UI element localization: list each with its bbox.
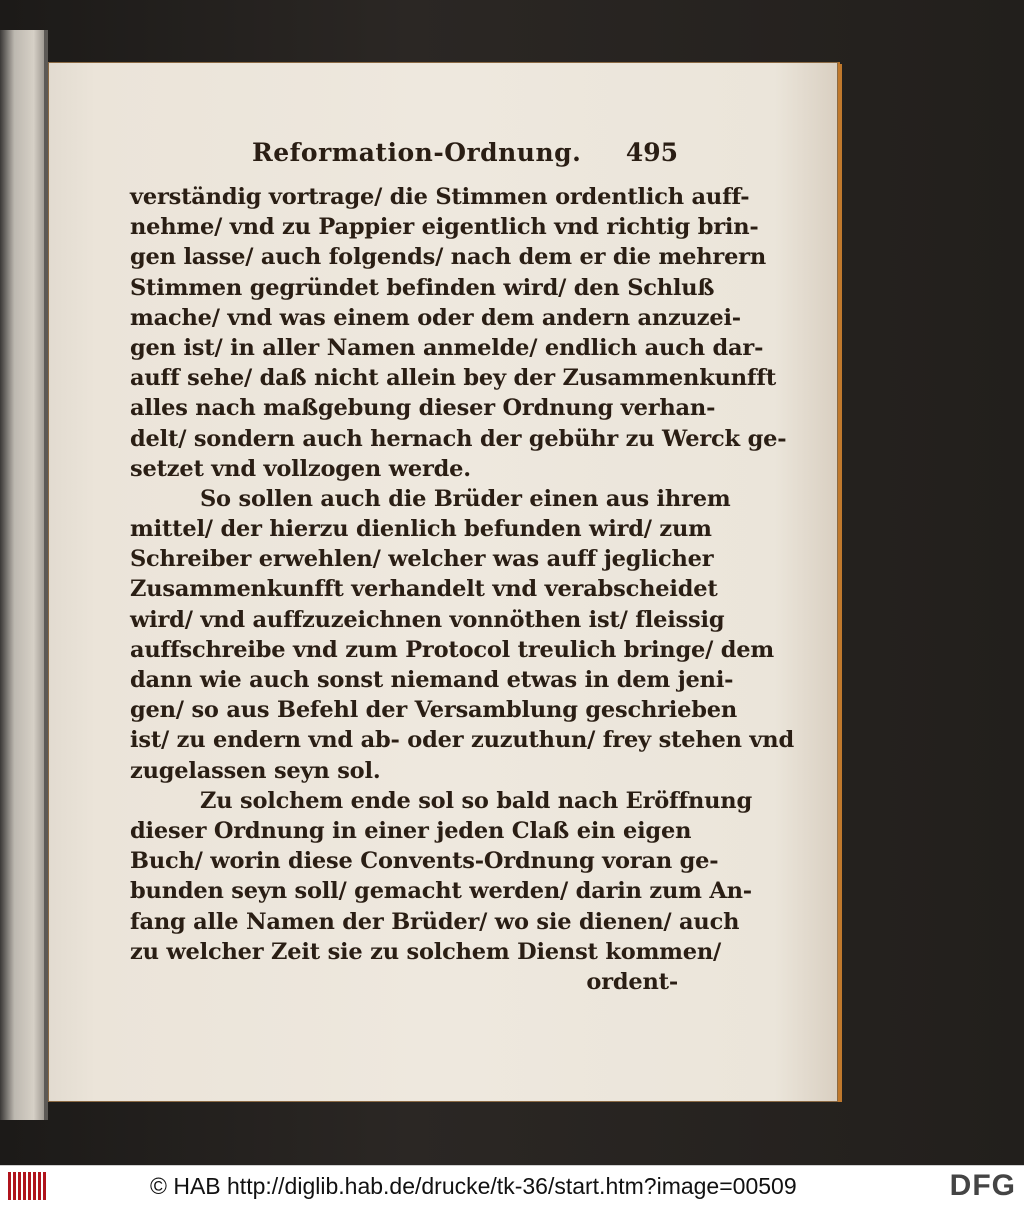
text-line: gen lasse/ auch folgends/ nach dem er die mehrern: [130, 244, 766, 271]
text-line: ist/ zu endern vnd ab- oder zuzuthun/ frey stehen vnd: [130, 727, 794, 754]
text-line: gen/ so aus Befehl der Versamblung geschrieben: [130, 697, 738, 724]
hab-barcode-logo-icon[interactable]: [8, 1172, 48, 1200]
page-number: 495: [625, 138, 678, 167]
text-line: zu welcher Zeit sie zu solchem Dienst kommen/: [130, 938, 722, 965]
text-line: mittel/ der hierzu dienlich befunden wird/ zum: [130, 516, 712, 543]
text-line: dann wie auch sonst niemand etwas in dem jeni-: [130, 667, 734, 693]
text-line: Zu solchem ende sol so bald nach Eröffnung: [200, 787, 753, 814]
page-text-block: [130, 138, 794, 997]
text-line: auffschreibe vnd zum Protocol treulich bringe/ dem: [130, 636, 775, 663]
text-line: Stimmen gegründet befinden wird/ den Schluß: [130, 274, 715, 301]
text-line: So sollen auch die Brüder einen aus ihrem: [200, 485, 731, 512]
text-line: mache/ vnd was einem oder dem andern anzuzei-: [130, 304, 741, 331]
header-title: Reformation-Ordnung.: [252, 138, 582, 167]
text-line: delt/ sondern auch hernach der gebühr zu Werck ge-: [130, 425, 787, 452]
text-line: nehme/ vnd zu Pappier eigentlich vnd richtig brin-: [130, 214, 759, 241]
text-line: setzet vnd vollzogen werde.: [130, 455, 471, 482]
text-line: Buch/ worin diese Convents-Ordnung voran ge-: [130, 848, 719, 875]
running-header: [130, 138, 678, 182]
text-line: gen ist/ in aller Namen anmelde/ endlich auch dar-: [130, 334, 764, 361]
text-line: fang alle Namen der Brüder/ wo sie dienen/ auch: [130, 908, 740, 935]
source-url-link[interactable]: © HAB http://diglib.hab.de/drucke/tk-36/start.htm?image=00509: [150, 1173, 797, 1199]
dfg-logo[interactable]: DFG: [949, 1169, 1016, 1202]
text-line: Zusammenkunfft verhandelt vnd verabscheidet: [130, 576, 718, 603]
text-line: bunden seyn soll/ gemacht werden/ darin zum An-: [130, 878, 752, 905]
text-line: verständig vortrage/ die Stimmen ordentlich auff-: [130, 184, 750, 210]
text-line: Schreiber erwehlen/ welcher was auff jeglicher: [130, 546, 714, 573]
adjacent-page-strip: [0, 30, 48, 1120]
text-line: auff sehe/ daß nicht allein bey der Zusammenkunfft: [130, 365, 777, 392]
viewer-footer: [0, 1165, 1024, 1206]
text-line: zugelassen seyn sol.: [130, 757, 381, 784]
text-line: alles nach maßgebung dieser Ordnung verhan-: [130, 395, 716, 422]
page-edge: [838, 64, 842, 1102]
text-line: wird/ vnd auffzuzeichnen vonnöthen ist/ fleissig: [130, 606, 725, 633]
text-line: dieser Ordnung in einer jeden Claß ein eigen: [130, 817, 692, 844]
catchword: ordent-: [586, 968, 678, 995]
